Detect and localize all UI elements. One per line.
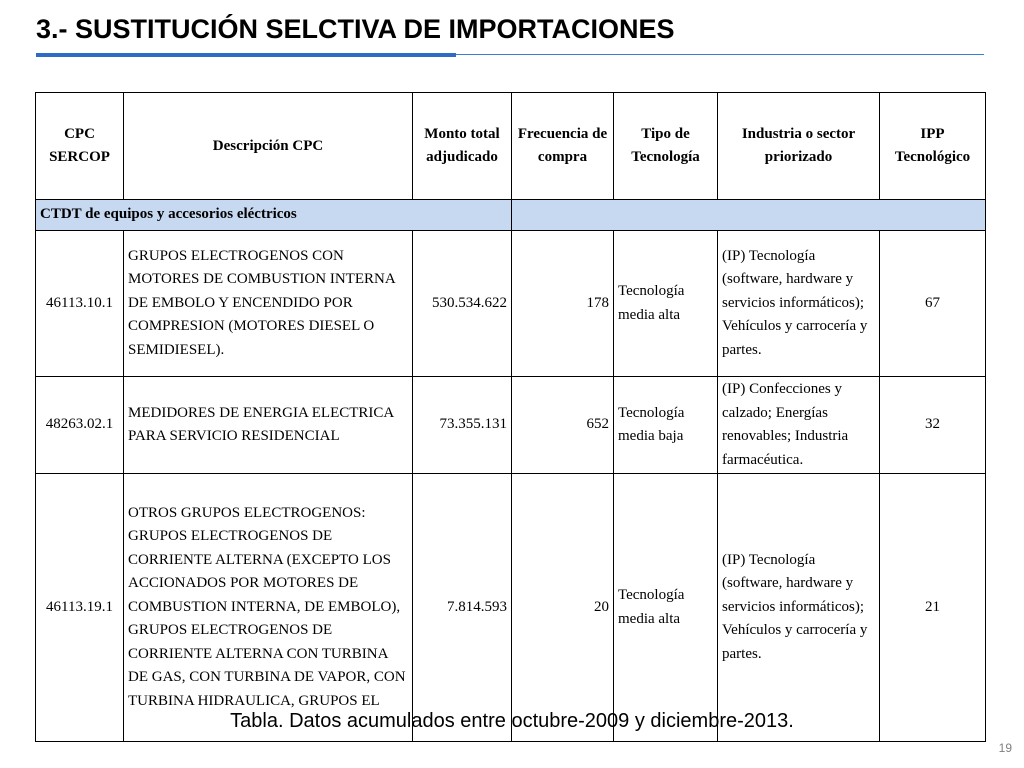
table-row: [36, 377, 986, 474]
header-industria: Industria o sector priorizado: [718, 93, 880, 200]
table-caption: Tabla. Datos acumulados entre octubre-2009 y diciembre-2013.: [230, 710, 794, 732]
cell-industria: (IP) Tecnología (software, hardware y servicios informáticos); Vehículos y carrocería y partes.: [718, 231, 880, 377]
header-tipo: Tipo de Tecnología: [614, 93, 718, 200]
table-row: [36, 231, 986, 377]
cell-monto: 7.814.593: [413, 474, 512, 742]
cell-ipp: 67: [880, 231, 986, 377]
cell-cpc: 46113.10.1: [36, 231, 124, 377]
header-row: [36, 93, 986, 200]
section-label: CTDT de equipos y accesorios eléctricos: [36, 200, 512, 231]
title-underline: [456, 54, 984, 55]
cell-monto: 73.355.131: [413, 377, 512, 474]
cell-industria: (IP) Tecnología (software, hardware y servicios informáticos); Vehículos y carrocería y partes.: [718, 474, 880, 742]
header-frecuencia: Frecuencia de compra: [512, 93, 614, 200]
header-cpc: CPC SERCOP: [36, 93, 124, 200]
slide-title: 3.- SUSTITUCIÓN SELCTIVA DE IMPORTACIONES: [36, 14, 675, 44]
cell-ipp: 21: [880, 474, 986, 742]
cell-industria: (IP) Confecciones y calzado; Energías renovables; Industria farmacéutica.: [718, 377, 880, 474]
cell-monto: 530.534.622: [413, 231, 512, 377]
cell-frecuencia: 178: [512, 231, 614, 377]
cell-cpc: 46113.19.1: [36, 474, 124, 742]
page-number: 19: [998, 741, 1012, 755]
header-monto: Monto total adjudicado: [413, 93, 512, 200]
cell-descripcion: GRUPOS ELECTROGENOS CON MOTORES DE COMBUSTION INTERNA DE EMBOLO Y ENCENDIDO POR COMPRESION (MOTORES DIESEL O SEMIDIESEL).: [124, 231, 413, 377]
table-row: [36, 474, 986, 742]
cell-descripcion: MEDIDORES DE ENERGIA ELECTRICA PARA SERVICIO RESIDENCIAL: [124, 377, 413, 474]
cell-tipo: Tecnología media alta: [614, 231, 718, 377]
cell-frecuencia: 20: [512, 474, 614, 742]
header-descripcion: Descripción CPC: [124, 93, 413, 200]
cell-frecuencia: 652: [512, 377, 614, 474]
cell-tipo: Tecnología media baja: [614, 377, 718, 474]
title-underline-accent: [36, 53, 456, 57]
cell-ipp: 32: [880, 377, 986, 474]
section-row: [36, 200, 986, 231]
cell-descripcion: OTROS GRUPOS ELECTROGENOS: GRUPOS ELECTROGENOS DE CORRIENTE ALTERNA (EXCEPTO LOS ACCIONADOS POR MOTORES DE COMBUSTION INTERNA, DE EMBOLO), GRUPOS ELECTROGENOS DE CORRIENTE ALTERNA CON TURBINA DE GAS, CON TURBINA DE VAPOR, CON TURBINA HIDRAULICA, GRUPOS EL: [124, 474, 413, 742]
cell-tipo: Tecnología media alta: [614, 474, 718, 742]
section-fill: [512, 200, 986, 231]
procurement-table: [35, 92, 986, 742]
cell-cpc: 48263.02.1: [36, 377, 124, 474]
header-ipp: IPP Tecnológico: [880, 93, 986, 200]
